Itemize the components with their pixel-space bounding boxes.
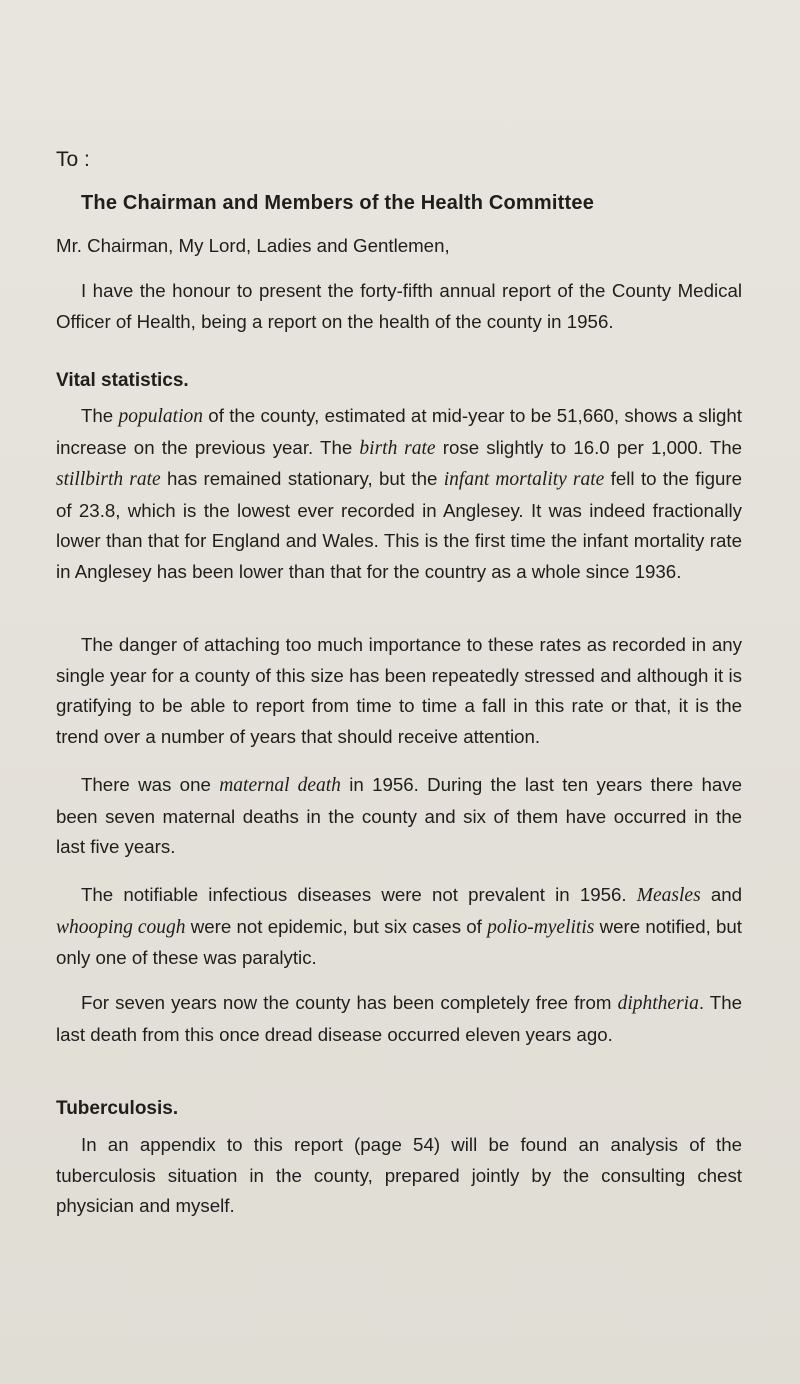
intro-text: I have the honour to present the forty-fifth annual report of the County Medical Officer of Health, being a report on the health of the county in 1956.: [56, 280, 742, 332]
recipients-heading: The Chairman and Members of the Health Committee: [81, 192, 595, 214]
tuberculosis-paragraph: [56, 1130, 742, 1222]
vital-paragraph-3: There was one maternal death in 1956. During the last ten years there have been seven maternal deaths in the county and six of them have occurred in the last five years.: [56, 774, 742, 857]
vital-paragraph-5: For seven years now the county has been completely free from diphtheria. The last death from this once dread disease occurred eleven years ago.: [56, 992, 742, 1045]
maternal-death-term: maternal death: [219, 775, 341, 796]
vital-paragraph-2: [56, 630, 742, 752]
stillbirth-rate-term: stillbirth rate: [56, 469, 161, 490]
vital-paragraph-2-text: The danger of attaching too much importance to these rates as recorded in any single year for a county of this size has been repeatedly stressed and although it is gratifying to be able to report from time to time a fall in this rate or that, it is the trend over a number of years that should receive attention.: [56, 634, 742, 747]
whooping-cough-term: whooping cough: [56, 916, 186, 938]
tuberculosis-text: In an appendix to this report (page 54) will be found an analysis of the tuberculosis situation in the county, prepared jointly by the consulting chest physician and myself.: [56, 1134, 742, 1216]
vital-statistics-heading: Vital statistics.: [56, 370, 189, 391]
vital-paragraph-4: The notifiable infectious diseases were not prevalent in 1956. Measles and whooping cough were not epidemic, but six cases of polio-myelitis were notified, but only one of these was paralytic.: [56, 884, 743, 968]
to-label: To :: [56, 148, 90, 171]
tuberculosis-heading: Tuberculosis.: [56, 1098, 179, 1119]
infant-mortality-term: infant mortality rate: [443, 469, 605, 490]
measles-term: Measles: [636, 885, 701, 906]
birth-rate-term: birth rate: [359, 437, 436, 459]
polio-term: polio-myelitis: [487, 916, 595, 938]
diphtheria-term: diphtheria: [617, 993, 699, 1014]
salutation: [56, 231, 742, 262]
population-term: population: [118, 406, 204, 427]
salutation-text: Mr. Chairman, My Lord, Ladies and Gentlemen,: [56, 235, 450, 256]
vital-paragraph-1: The population of the county, estimated at mid-year to be 51,660, shows a slight increase on the previous year. The birth rate rose slightly to 16.0 per 1,000. The stillbirth rate has remained stationary, but the infant mortality rate fell to the figure of 23.8, which is the lowest ever recorded in Anglesey. It was indeed fractionally lower than that for England and Wales. This is the first time the infant mortality rate in Anglesey has been lower than that for the country as a whole since 1936.: [56, 405, 743, 582]
intro-paragraph: [56, 276, 742, 337]
